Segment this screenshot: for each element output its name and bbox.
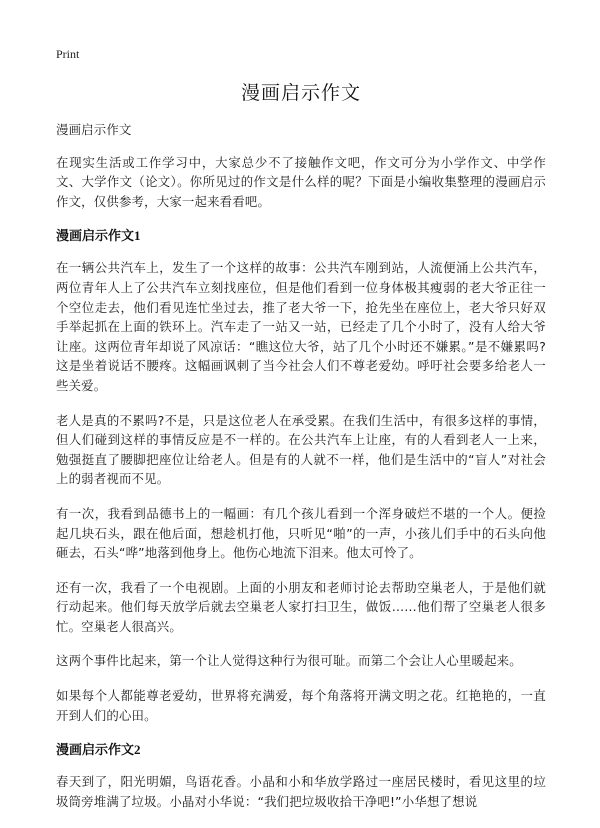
document-title: 漫画启示作文 (240, 82, 361, 104)
subtitle: 漫画启示作文 (56, 122, 132, 137)
section-2-heading: 漫画启示作文2 (56, 742, 141, 758)
paragraph: 如果每个人都能尊老爱幼，世界将充满爱，每个角落将开满文明之花。红艳艳的，一直开到人们的心田。 (56, 688, 546, 723)
print-label[interactable]: Print (56, 47, 80, 61)
paragraph: 这两个事件比起来，第一个让人觉得这种行为很可耻。而第二个会让人心里暖起来。 (56, 653, 522, 669)
intro-paragraph: 在现实生活或工作学习中，大家总少不了接触作文吧，作文可分为小学作文、中学作文、大学作文（论文）。你所见过的作文是什么样的呢？下面是小编收集整理的漫画启示作文，仅供参考，大家一起来看看吧。 (56, 154, 546, 209)
paragraph: 还有一次，我看了一个电视剧。上面的小朋友和老师讨论去帮助空巢老人，于是他们就行动起来。他们每天放学后就去空巢老人家打扫卫生，做饭……他们帮了空巢老人很多忙。空巢老人很高兴。 (56, 579, 546, 634)
section-1-heading: 漫画启示作文1 (56, 228, 141, 244)
document-body (56, 120, 546, 826)
paragraph: 在一辆公共汽车上，发生了一个这样的故事：公共汽车刚到站，人流便涌上公共汽车，两位青年人上了公共汽车立刻找座位，但是他们看到一位身体极其瘦弱的老大爷正往一个空位走去，他们看见连忙坐过去，推了老大爷一下，抢先坐在座位上，老大爷只好双手举起抓在上面的铁环上。汽车走了一站又一站，已经走了几个小时了，没有人给大爷让座。这两位青年却说了风凉话：“瞧这位大爷，站了几个小时还不嫌累。”是不嫌累吗?这是坐着说话不腰疼。这幅画讽刺了当今社会人们不尊老爱幼。呼吁社会要多给老人一些关爱。 (56, 260, 546, 393)
paragraph: 老人是真的不累吗?不是，只是这位老人在承受累。在我们生活中，有很多这样的事情，但人们碰到这样的事情反应是不一样的。在公共汽车上让座，有的人看到老人一上来，勉强挺直了腰脚把座位让给老人。但是有的人就不一样，他们是生活中的“盲人”对社会上的弱者视而不见。 (56, 412, 546, 487)
paragraph: 有一次，我看到品德书上的一幅画：有几个孩儿看到一个浑身破烂不堪的一个人。便捡起几块石头，跟在他后面，想趁机打他，只听见“啪”的一声，小孩儿们手中的石头向他砸去，石头“哗”地落到他身上。他伤心地流下泪来。他太可怜了。 (56, 505, 546, 561)
paragraph: 春天到了，阳光明媚，鸟语花香。小晶和小和华放学路过一座居民楼时，看见这里的垃圾筒旁堆满了垃圾。小晶对小华说：“我们把垃圾收拾干净吧!”小华想了想说 (56, 774, 546, 809)
